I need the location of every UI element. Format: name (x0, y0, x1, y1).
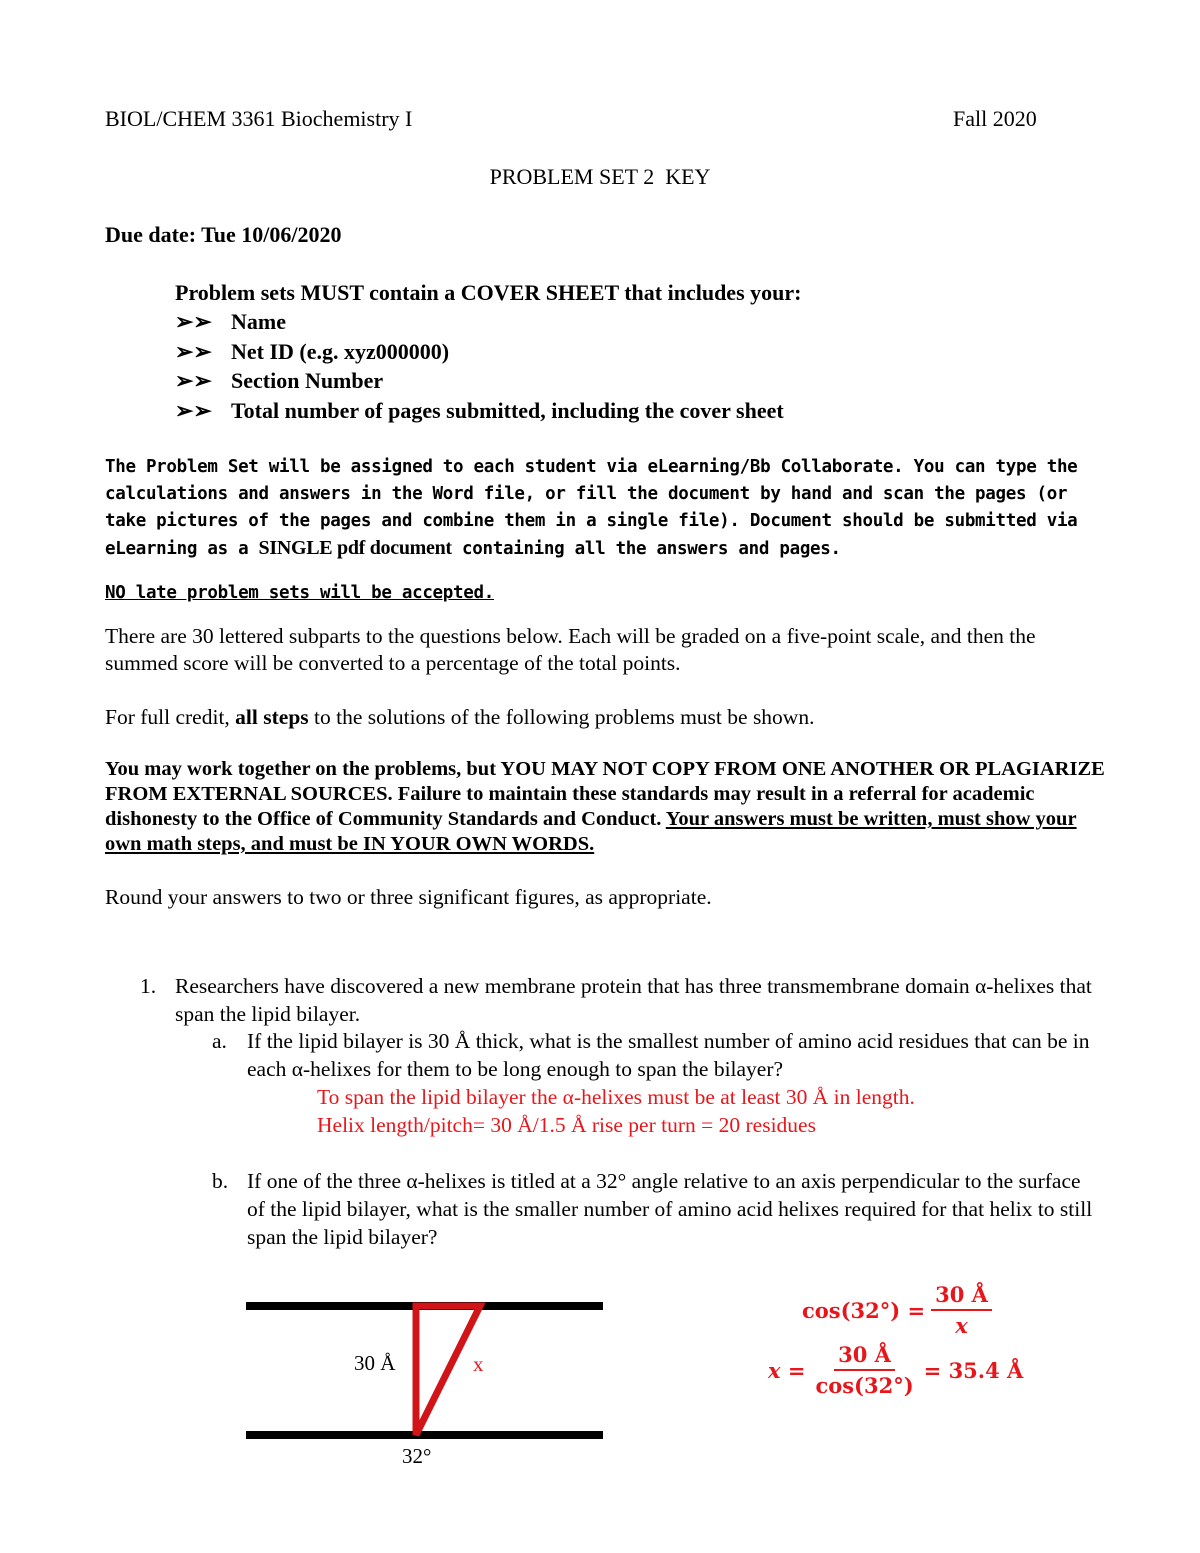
arrow-bullet-icon: ➢➢ (175, 398, 212, 423)
answer-1a-line-1: To span the lipid bilayer the α-helixes must be at least 30 Å in length. (317, 1085, 915, 1109)
term: Fall 2020 (953, 106, 1037, 131)
arrow-bullet-icon: ➢➢ (175, 368, 212, 393)
equation-cosine: cos(32°) = $\frac{30 Å}{x}$ (802, 1282, 992, 1338)
cover-sheet-intro: Problem sets MUST contain a COVER SHEET that includes your: (175, 280, 802, 305)
answer-1a-line-2: Helix length/pitch= 30 Å/1.5 Å rise per turn = 20 residues (317, 1113, 816, 1137)
full-credit-note: For full credit, all steps to the solutions of the following problems must be shown. (105, 705, 815, 729)
cover-item: ➢➢ Name (175, 309, 286, 334)
helix-tilt-triangle (416, 1306, 480, 1435)
question-1b-text: If one of the three α-helixes is titled at a 32° angle relative to an axis perpendicular to the surface of the lipid bilayer, what is the smaller number of amino acid helixes required for that helix to still span the lipid bilayer? (247, 1169, 1093, 1249)
page-title: PROBLEM SET 2 KEY (489, 164, 711, 189)
angle-label: 32° (402, 1444, 432, 1468)
cover-item: ➢➢ Total number of pages submitted, including the cover sheet (175, 398, 784, 423)
arrow-bullet-icon: ➢➢ (175, 309, 212, 334)
rounding-note: Round your answers to two or three significant figures, as appropriate. (105, 885, 712, 909)
submission-instructions: The Problem Set will be assigned to each student via eLearning/Bb Collaborate. You can type the calculations and answers in the Word file, or fill the document by hand and scan the pages (or take pictures of the pages and combine them in a single file). Document should be submitted via eLearning as a SINGLE pdf document containing all the answers and pages. (105, 457, 1078, 559)
course-title: BIOL/CHEM 3361 Biochemistry I (105, 106, 413, 131)
thickness-label: 30 Å (354, 1351, 396, 1375)
hypotenuse-label: x (473, 1352, 484, 1376)
equation-solve-x: x = $\frac{30 Å}{\cos(32^\circ)}$ = 35.4 Å (768, 1342, 1024, 1398)
question-1-text: Researchers have discovered a new membrane protein that has three transmembrane domain α-helixes that span the lipid bilayer. (175, 974, 1092, 1026)
subpart-label: b. (212, 1169, 229, 1193)
due-date: Due date: Tue 10/06/2020 (105, 222, 342, 247)
question-1a-text: If the lipid bilayer is 30 Å thick, what is the smallest number of amino acid residues that can be in each α-helixes for them to be long enough to span the bilayer? (247, 1029, 1090, 1081)
academic-honesty: You may work together on the problems, but YOU MAY NOT COPY FROM ONE ANOTHER OR PLAGIARIZE FROM EXTERNAL SOURCES. Failure to maintain these standards may result in a referral for academic dishonesty to the Office of Community Standards and Conduct. Your answers must be written, must show your own math steps, and must be IN YOUR OWN WORDS. (105, 758, 1105, 855)
grading-info: There are 30 lettered subparts to the questions below. Each will be graded on a five-point scale, and then the summed score will be converted to a percentage of the total points. (105, 624, 1036, 675)
late-policy: NO late problem sets will be accepted. (105, 583, 494, 603)
question-number: 1. (140, 974, 157, 998)
own-words-requirement: Your answers must be written, must show your own math steps, and must be IN YOUR OWN WORDS. (105, 808, 1077, 855)
cover-item: ➢➢ Section Number (175, 368, 384, 393)
arrow-bullet-icon: ➢➢ (175, 339, 212, 364)
single-pdf-emphasis: SINGLE pdf document (258, 537, 452, 559)
subpart-label: a. (212, 1029, 227, 1053)
cover-item: ➢➢ Net ID (e.g. xyz000000) (175, 339, 450, 364)
